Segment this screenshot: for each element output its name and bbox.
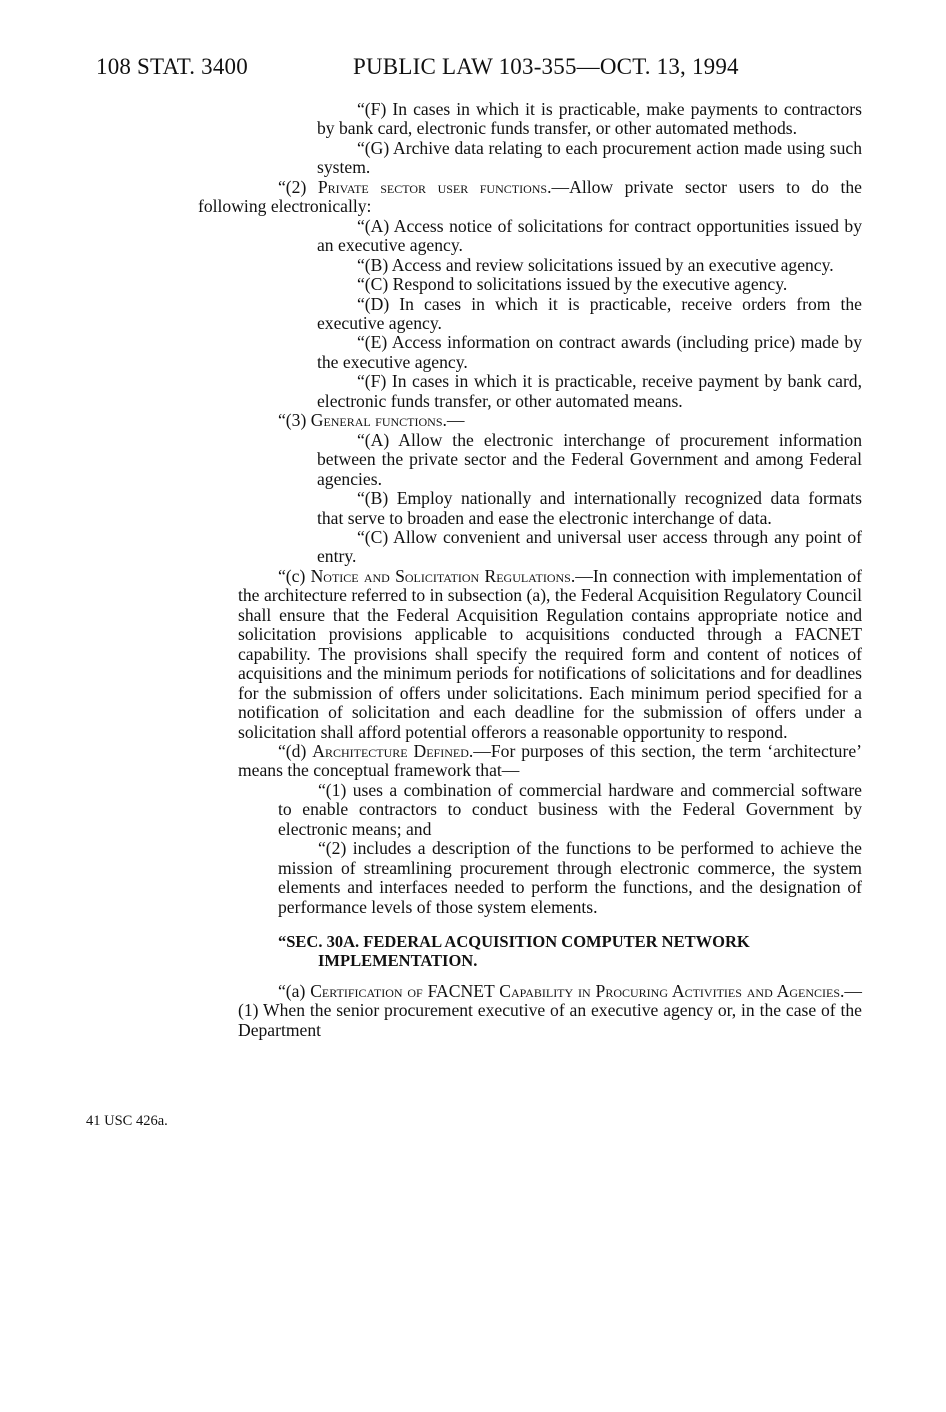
paragraph: “(B) Employ nationally and internationally recognized data formats that serve to broaden and ease the electronic interchange of data.	[317, 488, 862, 528]
paragraph: “(1) uses a combination of commercial hardware and commercial software to enable contractors to conduct business with the Federal Government by electronic means; and	[278, 779, 862, 839]
paragraph: “(G) Archive data relating to each procurement action made using such system.	[317, 137, 862, 178]
usc-margin-note: 41 USC 426a.	[86, 1113, 168, 1129]
page-citation: 108 STAT. 3400	[96, 54, 248, 79]
paragraph: “(D) In cases in which it is practicable, receive orders from the executive agency.	[317, 293, 862, 333]
paragraph: “(C) Respond to solicitations issued by the executive agency.	[357, 274, 788, 295]
statute-body	[198, 99, 863, 1040]
paragraph: “(2) Private sector user functions.—Allow private sector users to do the following electronically:	[198, 176, 862, 217]
running-header: PUBLIC LAW 103-355—OCT. 13, 1994	[353, 54, 739, 79]
paragraph: “(2) includes a description of the functions to be performed to achieve the mission of streamlining procurement through electronic commerce, the system elements and interfaces needed to perform the functions, and the designation of performance levels of those system elements.	[278, 838, 862, 917]
paragraph: “(A) Allow the electronic interchange of procurement information between the private sector and the Federal Government and among Federal agencies.	[317, 429, 862, 489]
section-heading: “SEC. 30A. FEDERAL ACQUISITION COMPUTER NETWORK IMPLEMENTATION.	[278, 932, 750, 971]
paragraph: “(c) Notice and Solicitation Regulations.—In connection with implementation of the architecture referred to in subsection (a), the Federal Acquisition Regulatory Council shall ensure that the Federal Acquisition Regulation contains appropriate notice and solicitation provisions applicable to acquisitions conducted through a FACNET capability. The provisions shall specify the required form and content of notices of acquisitions and the minimum periods for notifications of solicitations and for deadlines for the submission of offers under solicitations. Each minimum period specified for a notification of solicitation and each deadline for the submission of offers under a solicitation shall afford potential offerors a reasonable opportunity to respond.	[238, 565, 863, 742]
paragraph: “(F) In cases in which it is practicable, make payments to contractors by bank card, electronic funds transfer, or other automated methods.	[317, 99, 862, 139]
paragraph: “(B) Access and review solicitations issued by an executive agency.	[357, 254, 834, 275]
paragraph: “(d) Architecture Defined.—For purposes of this section, the term ‘architecture’ means the conceptual framework that—	[238, 740, 862, 781]
paragraph: “(a) Certification of FACNET Capability in Procuring Activities and Agencies.—(1) When the senior procurement executive of an executive agency or, in the case of the Department	[238, 980, 862, 1040]
paragraph: “(A) Access notice of solicitations for contract opportunities issued by an executive agency.	[317, 215, 862, 256]
paragraph: “(E) Access information on contract awards (including price) made by the executive agency.	[317, 332, 862, 372]
paragraph: “(C) Allow convenient and universal user access through any point of entry.	[317, 526, 862, 567]
paragraph: “(F) In cases in which it is practicable, receive payment by bank card, electronic funds transfer, or other automated means.	[317, 371, 862, 411]
paragraph: “(3) General functions.—	[278, 410, 465, 431]
